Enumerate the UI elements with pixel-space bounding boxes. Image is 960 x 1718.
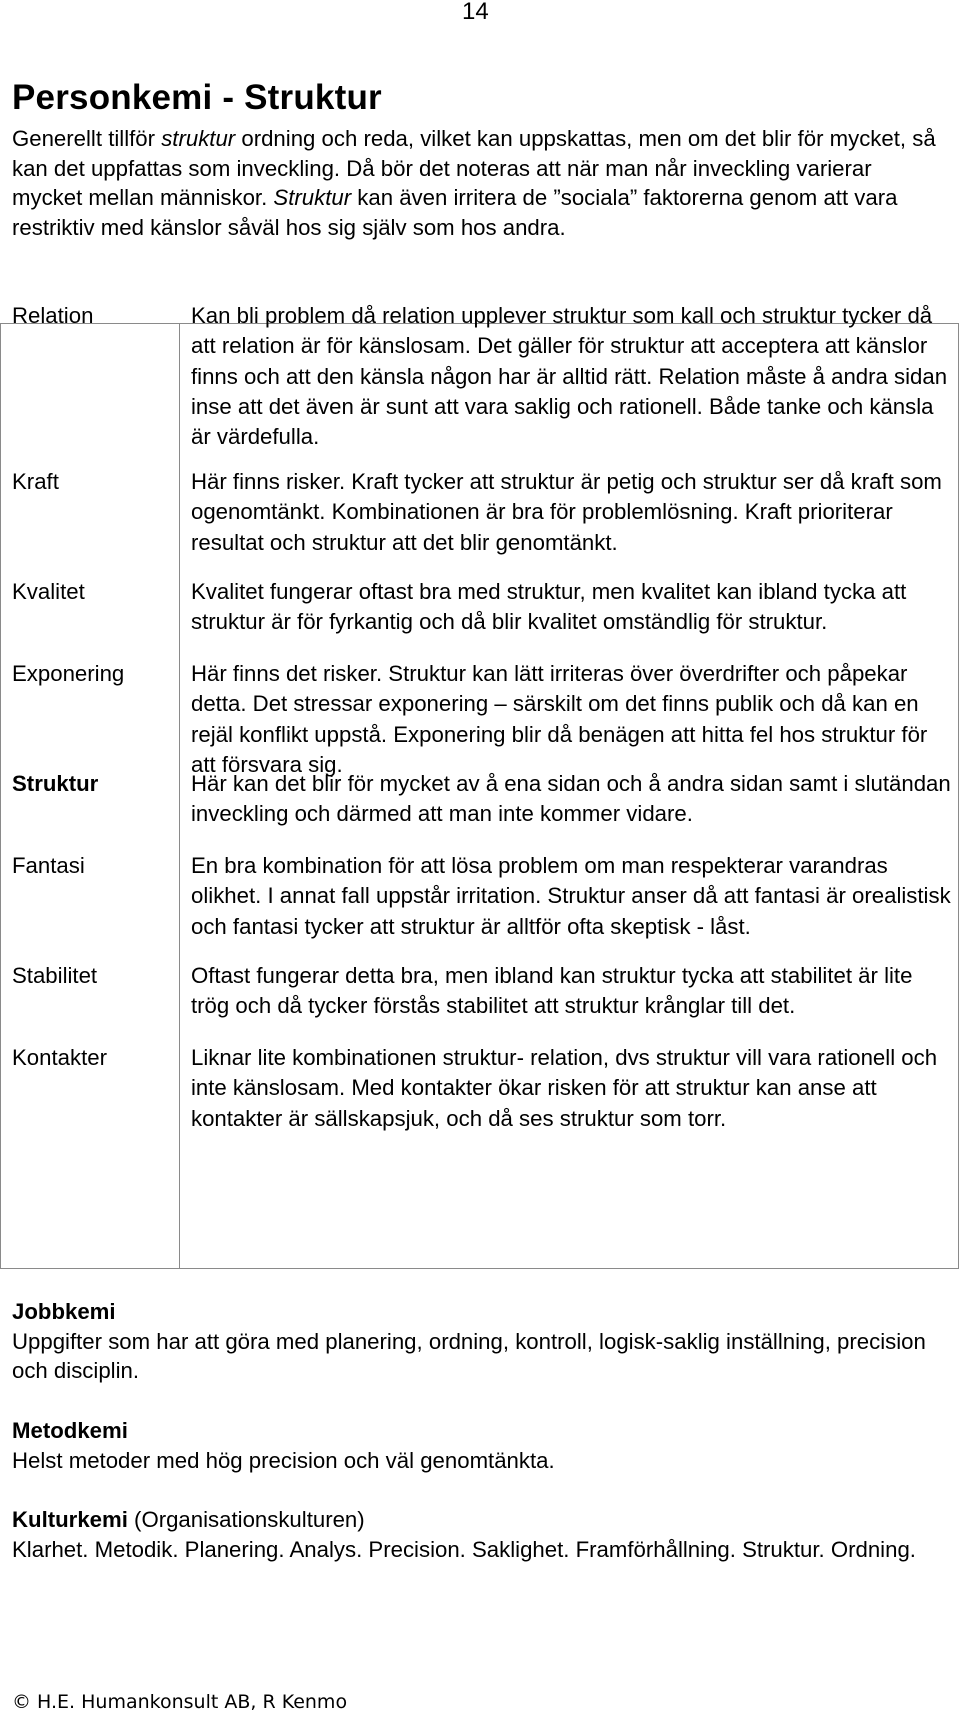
column-divider	[179, 324, 180, 1268]
metodkemi-section	[12, 1416, 947, 1475]
kulturkemi-section	[12, 1505, 947, 1564]
combination-table	[0, 303, 959, 1269]
page-number: 14	[462, 0, 489, 25]
metodkemi-heading: Metodkemi	[12, 1418, 128, 1443]
intro-text-1: Generellt tillför	[12, 126, 162, 151]
jobbkemi-section	[12, 1297, 947, 1386]
row-text-fantasi: En bra kombination för att lösa problem om man respekterar varandras olikhet. I annat fall uppstår irritation. Struktur anser då att fantasi är orealistisk och fantasi tycker att struktur är alltför ofta skeptisk - låst.	[191, 853, 951, 939]
intro-paragraph	[12, 124, 947, 242]
copyright-footer: © H.E. Humankonsult AB, R Kenmo	[12, 1691, 348, 1713]
intro-text-3: kan även irritera de ”sociala” faktorerna genom att vara restriktiv med känslor såväl hos sig själv som hos andra.	[12, 185, 898, 240]
intro-italic-1: struktur	[161, 126, 236, 151]
kulturkemi-heading-suffix: (Organisationskulturen)	[127, 1507, 365, 1532]
row-text-struktur: Här kan det blir för mycket av å ena sidan och å andra sidan samt i slutändan inveckling och därmed att man inte kommer vidare.	[191, 771, 951, 827]
intro-italic-2: Struktur	[273, 185, 352, 211]
row-text-kontakter: Liknar lite kombinationen struktur- relation, dvs struktur vill vara rationell och inte känslosam. Med kontakter ökar risken för att struktur kan anse att kontakter är sällskapsjuk, och då ses struktur som torr.	[191, 1045, 938, 1131]
row-text-stabilitet: Oftast fungerar detta bra, men ibland kan struktur tycka att stabilitet är lite trög och då tycker förstås stabilitet att struktur krånglar till det.	[191, 963, 913, 1019]
row-label-kontakter: Kontakter	[12, 1045, 107, 1070]
row-text-kvalitet: Kvalitet fungerar oftast bra med struktur, men kvalitet kan ibland tycka att struktur är för fyrkantig och då blir kvalitet omständlig för struktur.	[191, 579, 907, 635]
row-text-exponering: Här finns det risker. Struktur kan lätt irriteras över överdrifter och påpekar detta. Det stressar exponering – särskilt om det finns publik och då kan en rejäl konflikt uppstå. Exponering blir då benägen att hitta fel hos struktur för att försvara sig.	[191, 661, 928, 777]
row-label-stabilitet: Stabilitet	[12, 963, 98, 988]
jobbkemi-heading: Jobbkemi	[12, 1299, 116, 1324]
jobbkemi-text: Uppgifter som har att göra med planering, ordning, kontroll, logisk-saklig inställning, precision och disciplin.	[12, 1328, 926, 1384]
row-label-struktur: Struktur	[12, 771, 99, 796]
row-label-fantasi: Fantasi	[12, 853, 85, 878]
kulturkemi-heading: Kulturkemi	[12, 1507, 128, 1532]
row-label-kraft: Kraft	[12, 469, 59, 494]
row-text-kraft: Här finns risker. Kraft tycker att struktur är petig och struktur ser då kraft som ogenomtänkt. Kombinationen är bra för problemlösning. Kraft prioriterar resultat och struktur att det blir genomtänkt.	[191, 469, 942, 555]
row-text-relation: Kan bli problem då relation upplever struktur som kall och struktur tycker då att relation är för känslosam. Det gäller för struktur att acceptera att känslor finns och att den känsla någon har är alltid rätt. Relation måste å andra sidan inse att det även är sunt att vara saklig och rationell. Både tanke och känsla är värdefulla.	[191, 303, 948, 450]
row-label-relation: Relation	[12, 303, 94, 328]
metodkemi-text: Helst metoder med hög precision och väl genomtänkta.	[12, 1447, 555, 1473]
page-title: Personkemi - Struktur	[12, 78, 382, 117]
kulturkemi-text: Klarhet. Metodik. Planering. Analys. Precision. Saklighet. Framförhållning. Struktur. Ordning.	[12, 1536, 916, 1562]
row-label-kvalitet: Kvalitet	[12, 579, 85, 604]
intro-text-2: ordning och reda, vilket kan uppskattas, men om det blir för mycket, så kan det uppfattas som inveckling. Då bör det noteras att när man når inveckling varierar mycket mellan människor.	[12, 126, 936, 211]
row-label-exponering: Exponering	[12, 661, 125, 686]
